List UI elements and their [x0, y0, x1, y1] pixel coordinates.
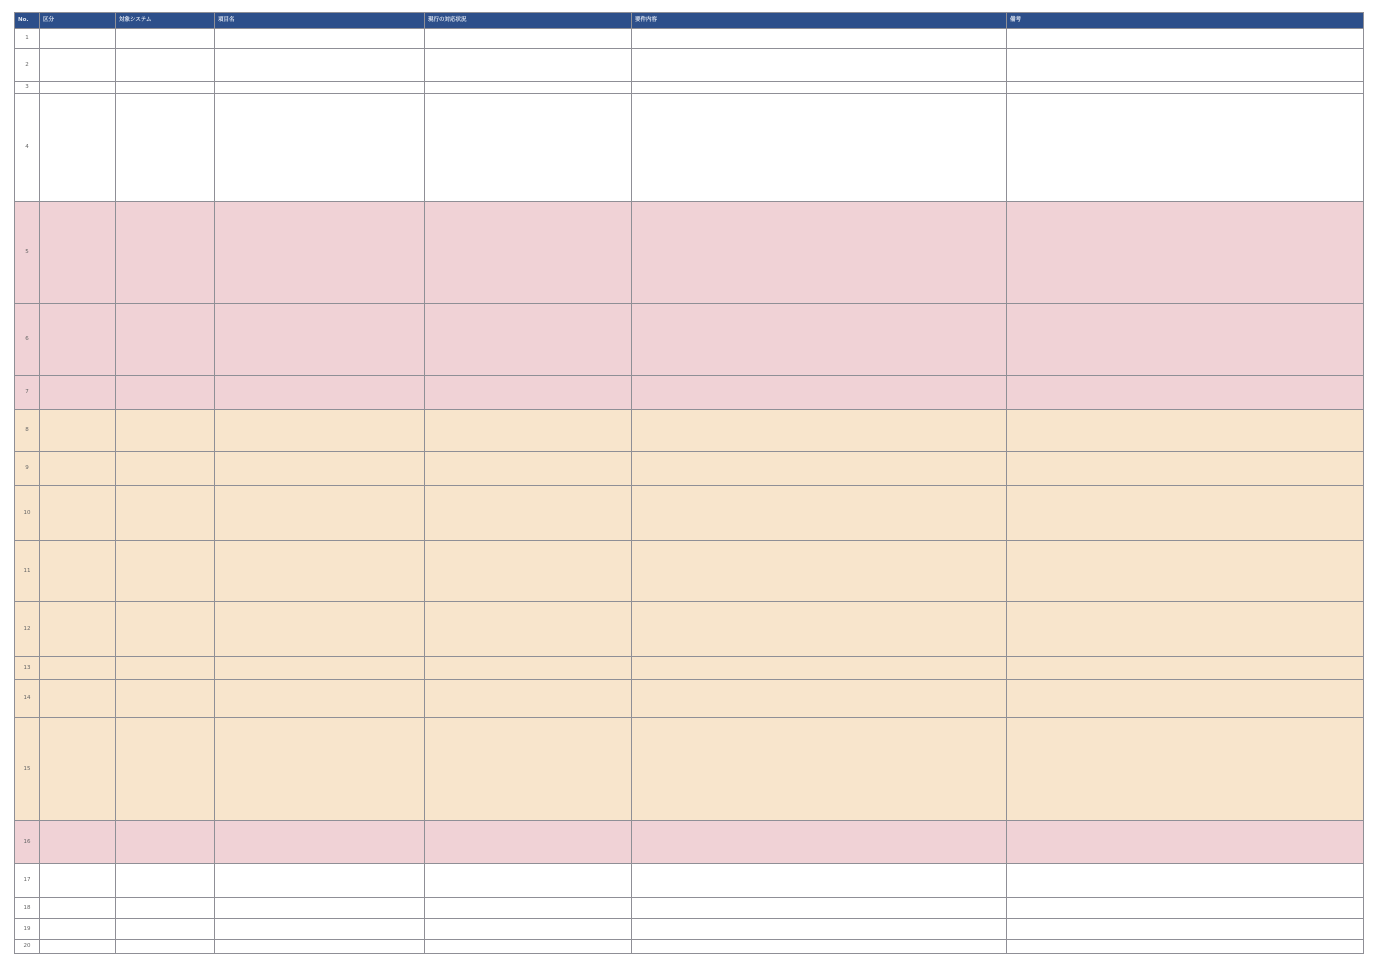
table-row[interactable]	[15, 486, 1364, 541]
cell-no[interactable]: 19	[15, 919, 40, 940]
cell-no[interactable]: 15	[15, 718, 40, 821]
cell-category[interactable]	[40, 718, 116, 821]
cell-target[interactable]	[116, 541, 215, 602]
cell-requirement[interactable]	[632, 486, 1007, 541]
cell-status[interactable]	[425, 657, 632, 680]
col-header-target[interactable]: 対象システム	[116, 13, 215, 29]
cell-target[interactable]	[116, 202, 215, 304]
cell-notes[interactable]	[1007, 864, 1364, 898]
cell-category[interactable]	[40, 898, 116, 919]
cell-requirement[interactable]	[632, 657, 1007, 680]
cell-notes[interactable]	[1007, 82, 1364, 94]
cell-category[interactable]	[40, 202, 116, 304]
cell-item[interactable]	[215, 718, 425, 821]
cell-no[interactable]: 11	[15, 541, 40, 602]
cell-no[interactable]: 7	[15, 376, 40, 410]
cell-target[interactable]	[116, 304, 215, 376]
table-body	[15, 29, 1364, 954]
cell-notes[interactable]	[1007, 602, 1364, 657]
cell-category[interactable]	[40, 657, 116, 680]
cell-status[interactable]	[425, 680, 632, 718]
cell-no[interactable]: 1	[15, 29, 40, 49]
cell-status[interactable]	[425, 452, 632, 486]
cell-no[interactable]: 8	[15, 410, 40, 452]
cell-target[interactable]	[116, 718, 215, 821]
cell-target[interactable]	[116, 49, 215, 82]
cell-requirement[interactable]	[632, 94, 1007, 202]
table-row[interactable]	[15, 452, 1364, 486]
table-row[interactable]	[15, 602, 1364, 657]
cell-target[interactable]	[116, 602, 215, 657]
table-row[interactable]	[15, 864, 1364, 898]
header-row	[15, 13, 1364, 29]
cell-no[interactable]: 17	[15, 864, 40, 898]
cell-requirement[interactable]	[632, 410, 1007, 452]
cell-category[interactable]	[40, 376, 116, 410]
cell-item[interactable]	[215, 486, 425, 541]
cell-no[interactable]: 16	[15, 821, 40, 864]
table-row[interactable]	[15, 541, 1364, 602]
cell-target[interactable]	[116, 657, 215, 680]
table-row[interactable]	[15, 898, 1364, 919]
cell-status[interactable]	[425, 541, 632, 602]
cell-no[interactable]: 13	[15, 657, 40, 680]
cell-notes[interactable]	[1007, 821, 1364, 864]
cell-notes[interactable]	[1007, 452, 1364, 486]
cell-requirement[interactable]	[632, 680, 1007, 718]
cell-category[interactable]	[40, 304, 116, 376]
cell-item[interactable]	[215, 410, 425, 452]
cell-target[interactable]	[116, 94, 215, 202]
cell-status[interactable]	[425, 602, 632, 657]
cell-no[interactable]: 18	[15, 898, 40, 919]
cell-notes[interactable]	[1007, 29, 1364, 49]
cell-category[interactable]	[40, 864, 116, 898]
cell-status[interactable]	[425, 898, 632, 919]
cell-item[interactable]	[215, 202, 425, 304]
col-header-requirement[interactable]: 要件内容	[632, 13, 1007, 29]
cell-target[interactable]	[116, 898, 215, 919]
cell-category[interactable]	[40, 541, 116, 602]
cell-item[interactable]	[215, 29, 425, 49]
cell-notes[interactable]	[1007, 541, 1364, 602]
cell-target[interactable]	[116, 82, 215, 94]
cell-notes[interactable]	[1007, 919, 1364, 940]
cell-no[interactable]: 10	[15, 486, 40, 541]
table-row[interactable]	[15, 657, 1364, 680]
table-row[interactable]	[15, 940, 1364, 954]
cell-notes[interactable]	[1007, 680, 1364, 718]
cell-item[interactable]	[215, 657, 425, 680]
cell-category[interactable]	[40, 29, 116, 49]
cell-status[interactable]	[425, 29, 632, 49]
cell-no[interactable]: 2	[15, 49, 40, 82]
cell-no[interactable]: 6	[15, 304, 40, 376]
cell-status[interactable]	[425, 919, 632, 940]
cell-target[interactable]	[116, 376, 215, 410]
cell-status[interactable]	[425, 49, 632, 82]
cell-requirement[interactable]	[632, 304, 1007, 376]
cell-status[interactable]	[425, 410, 632, 452]
cell-item[interactable]	[215, 94, 425, 202]
table-row[interactable]	[15, 919, 1364, 940]
cell-status[interactable]	[425, 718, 632, 821]
cell-target[interactable]	[116, 940, 215, 954]
cell-requirement[interactable]	[632, 49, 1007, 82]
cell-status[interactable]	[425, 486, 632, 541]
table-row[interactable]	[15, 29, 1364, 49]
table-row[interactable]	[15, 94, 1364, 202]
cell-requirement[interactable]	[632, 940, 1007, 954]
table-row[interactable]	[15, 718, 1364, 821]
cell-target[interactable]	[116, 919, 215, 940]
table-row[interactable]	[15, 202, 1364, 304]
cell-status[interactable]	[425, 304, 632, 376]
cell-notes[interactable]	[1007, 304, 1364, 376]
table-row[interactable]	[15, 82, 1364, 94]
cell-requirement[interactable]	[632, 376, 1007, 410]
cell-requirement[interactable]	[632, 82, 1007, 94]
col-header-category[interactable]: 区分	[40, 13, 116, 29]
cell-status[interactable]	[425, 376, 632, 410]
cell-no[interactable]: 4	[15, 94, 40, 202]
cell-category[interactable]	[40, 940, 116, 954]
cell-target[interactable]	[116, 680, 215, 718]
cell-no[interactable]: 12	[15, 602, 40, 657]
cell-notes[interactable]	[1007, 940, 1364, 954]
cell-item[interactable]	[215, 452, 425, 486]
cell-target[interactable]	[116, 821, 215, 864]
cell-requirement[interactable]	[632, 919, 1007, 940]
cell-notes[interactable]	[1007, 202, 1364, 304]
cell-category[interactable]	[40, 452, 116, 486]
col-header-item[interactable]: 項目名	[215, 13, 425, 29]
col-header-notes[interactable]: 備考	[1007, 13, 1364, 29]
cell-status[interactable]	[425, 821, 632, 864]
cell-category[interactable]	[40, 94, 116, 202]
cell-requirement[interactable]	[632, 202, 1007, 304]
table-row[interactable]	[15, 680, 1364, 718]
cell-notes[interactable]	[1007, 718, 1364, 821]
cell-target[interactable]	[116, 29, 215, 49]
cell-status[interactable]	[425, 202, 632, 304]
cell-item[interactable]	[215, 82, 425, 94]
cell-status[interactable]	[425, 82, 632, 94]
cell-notes[interactable]	[1007, 898, 1364, 919]
cell-requirement[interactable]	[632, 718, 1007, 821]
cell-requirement[interactable]	[632, 821, 1007, 864]
cell-requirement[interactable]	[632, 541, 1007, 602]
col-header-status[interactable]: 現行の対応状況	[425, 13, 632, 29]
cell-notes[interactable]	[1007, 49, 1364, 82]
cell-no[interactable]: 9	[15, 452, 40, 486]
cell-item[interactable]	[215, 821, 425, 864]
cell-item[interactable]	[215, 49, 425, 82]
table-row[interactable]	[15, 376, 1364, 410]
cell-item[interactable]	[215, 864, 425, 898]
cell-requirement[interactable]	[632, 864, 1007, 898]
cell-notes[interactable]	[1007, 657, 1364, 680]
requirements-sheet	[14, 12, 1363, 954]
cell-item[interactable]	[215, 680, 425, 718]
cell-item[interactable]	[215, 919, 425, 940]
cell-item[interactable]	[215, 602, 425, 657]
cell-item[interactable]	[215, 304, 425, 376]
cell-category[interactable]	[40, 49, 116, 82]
cell-no[interactable]: 3	[15, 82, 40, 94]
cell-status[interactable]	[425, 94, 632, 202]
cell-requirement[interactable]	[632, 602, 1007, 657]
cell-target[interactable]	[116, 864, 215, 898]
table-row[interactable]	[15, 410, 1364, 452]
table-row[interactable]	[15, 49, 1364, 82]
cell-status[interactable]	[425, 940, 632, 954]
cell-notes[interactable]	[1007, 94, 1364, 202]
cell-item[interactable]	[215, 541, 425, 602]
cell-item[interactable]	[215, 376, 425, 410]
cell-item[interactable]	[215, 940, 425, 954]
cell-notes[interactable]	[1007, 486, 1364, 541]
table-row[interactable]	[15, 821, 1364, 864]
cell-category[interactable]	[40, 82, 116, 94]
cell-target[interactable]	[116, 486, 215, 541]
cell-item[interactable]	[215, 898, 425, 919]
cell-category[interactable]	[40, 680, 116, 718]
cell-category[interactable]	[40, 410, 116, 452]
cell-requirement[interactable]	[632, 898, 1007, 919]
cell-status[interactable]	[425, 864, 632, 898]
cell-requirement[interactable]	[632, 452, 1007, 486]
table-row[interactable]	[15, 304, 1364, 376]
cell-no[interactable]: 20	[15, 940, 40, 954]
cell-target[interactable]	[116, 410, 215, 452]
requirements-table	[14, 12, 1364, 954]
cell-notes[interactable]	[1007, 410, 1364, 452]
cell-no[interactable]: 14	[15, 680, 40, 718]
cell-requirement[interactable]	[632, 29, 1007, 49]
cell-category[interactable]	[40, 919, 116, 940]
cell-category[interactable]	[40, 602, 116, 657]
cell-category[interactable]	[40, 821, 116, 864]
cell-target[interactable]	[116, 452, 215, 486]
col-header-no[interactable]: No.	[15, 13, 40, 29]
cell-category[interactable]	[40, 486, 116, 541]
cell-notes[interactable]	[1007, 376, 1364, 410]
cell-no[interactable]: 5	[15, 202, 40, 304]
